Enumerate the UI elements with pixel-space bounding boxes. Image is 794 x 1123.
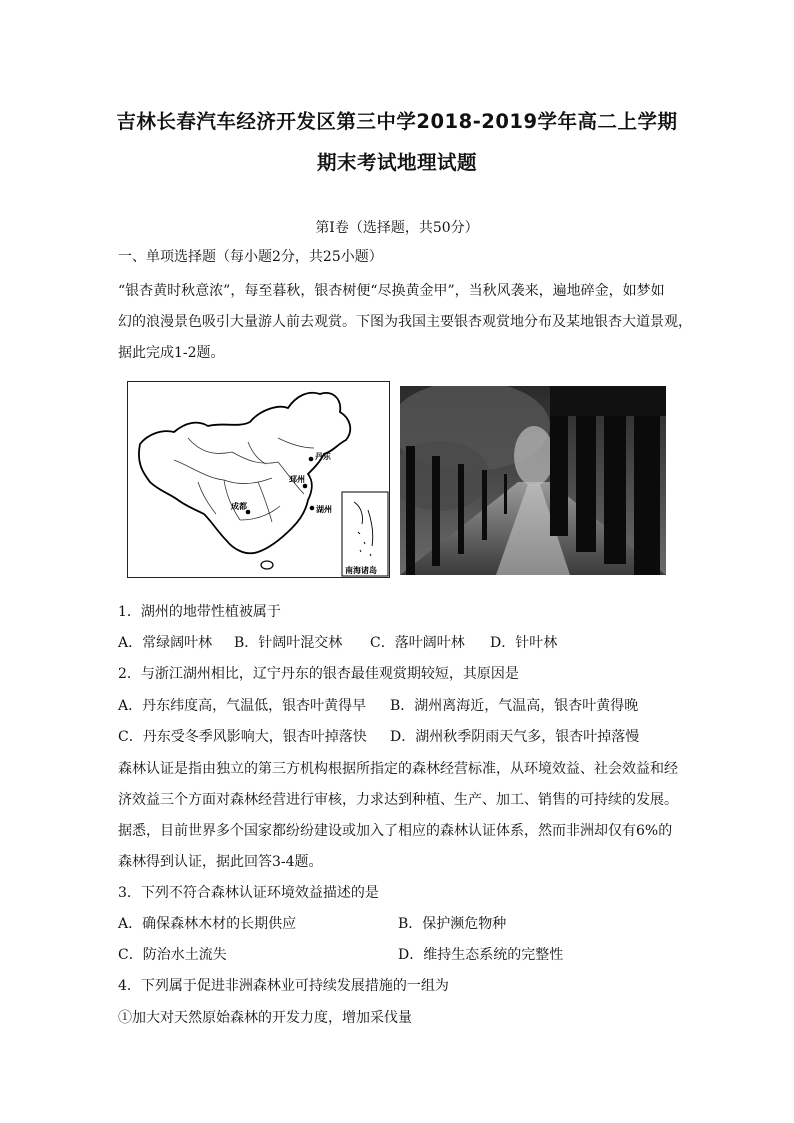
- map-label-inset: 南海诸岛: [345, 566, 377, 575]
- q4-stem: 4．下列属于促进非洲森林业可持续发展措施的一组为: [118, 978, 449, 994]
- q3-option-a: A．确保森林木材的长期供应: [118, 916, 297, 932]
- map-label-pizhou: 邳州: [289, 475, 305, 484]
- q2-option-a: A．丹东纬度高，气温低，银杏叶黄得早: [118, 698, 367, 714]
- ginkgo-avenue-photo: [400, 386, 666, 575]
- q1-option-a: A．常绿阔叶林: [118, 635, 213, 651]
- q1-option-b: B．针阔叶混交林: [234, 635, 343, 651]
- q3-option-c: C．防治水土流失: [118, 947, 227, 963]
- q2-option-c: C．丹东受冬季风影响大，银杏叶掉落快: [118, 729, 367, 745]
- q1-option-c: C．落叶阔叶林: [370, 635, 465, 651]
- passage2-line: 据悉，目前世界多个国家都纷纷建设或加入了相应的森林认证体系，然而非洲却仅有6%的: [118, 823, 673, 839]
- document-title-line1: 吉林长春汽车经济开发区第三中学2018-2019学年高二上学期: [116, 110, 678, 133]
- map-label-chengdu: 成都: [231, 502, 247, 511]
- part-heading: 一、单项选择题（每小题2分，共25小题）: [118, 249, 383, 265]
- china-map-illustration: [128, 382, 389, 577]
- q3-option-d: D．维持生态系统的完整性: [398, 947, 564, 963]
- passage1-line: “银杏黄时秋意浓”，每至暮秋，银杏树便“尽换黄金甲”，当秋风袭来，遍地碎金，如梦如: [118, 283, 665, 299]
- ginkgo-map-figure: [127, 381, 390, 578]
- pizhou-marker: [303, 484, 308, 489]
- south-china-sea-inset: [342, 492, 388, 576]
- passage2-line: 森林认证是指由独立的第三方机构根据所指定的森林经营标准，从环境效益、社会效益和经: [118, 761, 678, 777]
- q1-stem: 1．湖州的地带性植被属于: [118, 604, 281, 620]
- huzhou-marker: [310, 506, 315, 511]
- map-label-huzhou: 湖州: [316, 505, 332, 514]
- document-title-line2: 期末考试地理试题: [316, 151, 477, 174]
- map-label-dandong: 丹东: [315, 452, 331, 461]
- q3-option-b: B．保护濒危物种: [398, 916, 507, 932]
- passage2-line: 森林得到认证，据此回答3-4题。: [118, 854, 323, 870]
- passage2-line: 济效益三个方面对森林经营进行审核，力求达到种植、生产、加工、销售的可持续的发展。: [118, 792, 678, 808]
- q2-option-b: B．湖州离海近，气温高，银杏叶黄得晚: [390, 698, 639, 714]
- volume-heading: 第Ⅰ卷（选择题，共50分）: [315, 220, 479, 236]
- q3-stem: 3．下列不符合森林认证环境效益描述的是: [118, 885, 379, 901]
- q4-item-1: ①加大对天然原始森林的开发力度，增加采伐量: [118, 1010, 412, 1026]
- passage1-line: 据此完成1-2题。: [118, 345, 225, 361]
- q1-option-d: D．针叶林: [490, 635, 558, 651]
- q2-option-d: D．湖州秋季阴雨天气多，银杏叶掉落慢: [390, 729, 640, 745]
- china-outline: [139, 393, 350, 553]
- dandong-marker: [309, 457, 314, 462]
- passage1-line: 幻的浪漫景色吸引大量游人前去观赏。下图为我国主要银杏观赏地分布及某地银杏大道景观，: [118, 314, 692, 330]
- q2-stem: 2．与浙江湖州相比，辽宁丹东的银杏最佳观赏期较短，其原因是: [118, 666, 519, 682]
